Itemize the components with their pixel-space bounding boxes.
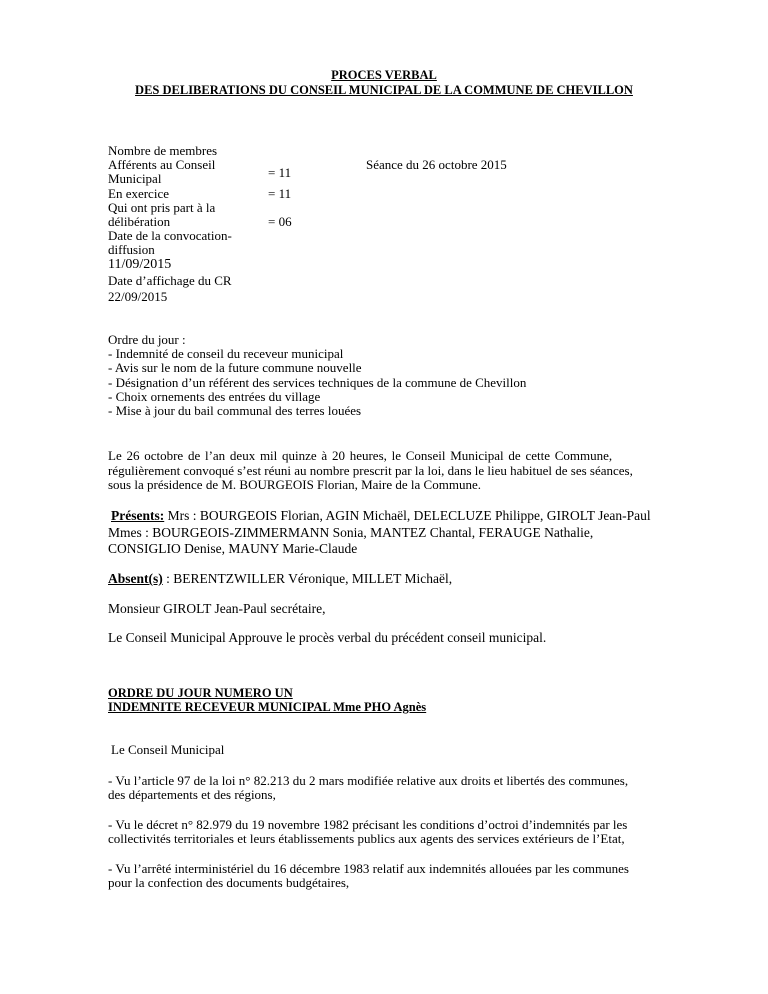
afferents-label-cont: Municipal bbox=[108, 171, 162, 186]
vu-line: collectivités territoriales et leurs établissements publics aux agents des services extérieurs de l’Etat, bbox=[108, 831, 625, 846]
presents-label: Présents: bbox=[111, 508, 165, 523]
convocation-label-cont: diffusion bbox=[108, 242, 155, 257]
members-label: Nombre de membres bbox=[108, 143, 218, 158]
agenda-heading: Ordre du jour : bbox=[108, 332, 186, 347]
intro-line: régulièrement convoqué s’est réuni au nombre prescrit par la loi, dans le lieu habituel de ses séances, bbox=[108, 463, 633, 478]
conseil-heading: Le Conseil Municipal bbox=[111, 742, 225, 757]
afferents-value: = 11 bbox=[268, 165, 292, 180]
exercice-label: En exercice bbox=[108, 186, 169, 201]
absents-names: : BERENTZWILLER Véronique, MILLET Michaël, bbox=[162, 571, 453, 586]
part-label-cont: délibération bbox=[108, 214, 171, 229]
part-label: Qui ont pris part à la bbox=[108, 200, 216, 215]
vu-line: - Vu l’article 97 de la loi n° 82.213 du 2 mars modifiée relative aux droits et libertés des communes, bbox=[108, 773, 629, 788]
affichage-label: Date d’affichage du CR bbox=[108, 273, 232, 288]
approbation-line: Le Conseil Municipal Approuve le procès verbal du précédent conseil municipal. bbox=[108, 630, 547, 645]
affichage-date: 22/09/2015 bbox=[108, 289, 168, 304]
intro-line: Le 26 octobre de l’an deux mil quinze à 20 heures, le Conseil Municipal de cette Commune, bbox=[108, 448, 613, 463]
convocation-label: Date de la convocation- bbox=[108, 228, 232, 243]
document-title: PROCES VERBAL bbox=[331, 68, 437, 82]
exercice-value: = 11 bbox=[268, 186, 292, 201]
vu-line: pour la confection des documents budgétaires, bbox=[108, 875, 350, 890]
section-title: ORDRE DU JOUR NUMERO UN bbox=[108, 686, 293, 700]
part-value: = 06 bbox=[268, 214, 292, 229]
seance-date: Séance du 26 octobre 2015 bbox=[366, 157, 507, 172]
intro-line: sous la présidence de M. BOURGEOIS Florian, Maire de la Commune. bbox=[108, 477, 481, 492]
agenda-item: - Avis sur le nom de la future commune nouvelle bbox=[108, 360, 362, 375]
absents-line bbox=[108, 571, 452, 586]
presents-line bbox=[111, 508, 651, 523]
agenda-item: - Choix ornements des entrées du village bbox=[108, 389, 321, 404]
convocation-date: 11/09/2015 bbox=[108, 257, 172, 272]
agenda-item: - Mise à jour du bail communal des terres louées bbox=[108, 403, 362, 418]
absents-label: Absent(s) bbox=[108, 571, 163, 586]
presents-men: Mrs : BOURGEOIS Florian, AGIN Michaël, DELECLUZE Philippe, GIROLT Jean-Paul bbox=[164, 508, 651, 523]
section-subtitle: INDEMNITE RECEVEUR MUNICIPAL Mme PHO Agnès bbox=[108, 700, 427, 714]
vu-line: des départements et des régions, bbox=[108, 787, 276, 802]
document-subtitle: DES DELIBERATIONS DU CONSEIL MUNICIPAL DE LA COMMUNE DE CHEVILLON bbox=[135, 83, 633, 97]
presents-women-cont: CONSIGLIO Denise, MAUNY Marie-Claude bbox=[108, 541, 358, 556]
vu-line: - Vu le décret n° 82.979 du 19 novembre 1982 précisant les conditions d’octroi d’indemnités par les bbox=[108, 817, 628, 832]
vu-line: - Vu l’arrêté interministériel du 16 décembre 1983 relatif aux indemnités allouées par les communes bbox=[108, 861, 629, 876]
agenda-item: - Indemnité de conseil du receveur municipal bbox=[108, 346, 344, 361]
afferents-label: Afférents au Conseil bbox=[108, 157, 216, 172]
presents-women: Mmes : BOURGEOIS-ZIMMERMANN Sonia, MANTEZ Chantal, FERAUGE Nathalie, bbox=[108, 525, 594, 540]
secretaire-line: Monsieur GIROLT Jean-Paul secrétaire, bbox=[108, 601, 326, 616]
agenda-item: - Désignation d’un référent des services techniques de la commune de Chevillon bbox=[108, 375, 527, 390]
